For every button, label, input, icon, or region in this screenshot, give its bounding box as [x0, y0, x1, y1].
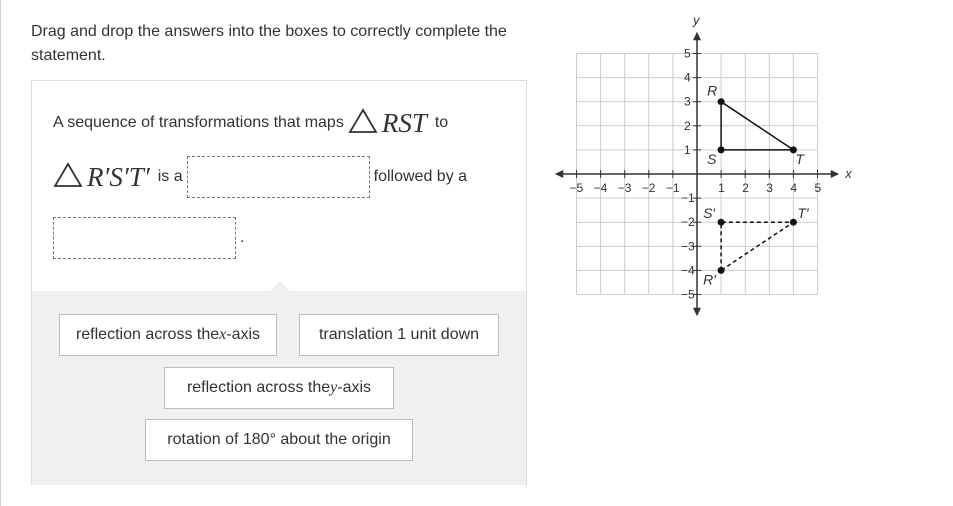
point-label-r: R	[707, 82, 718, 99]
triangle-rst-label: RST	[381, 107, 427, 138]
point-s-prime	[718, 219, 725, 226]
x-tick-label: 3	[766, 181, 773, 195]
x-axis-label: x	[845, 166, 852, 181]
x-tick-label: 4	[790, 181, 798, 195]
point-label-t: T	[795, 150, 804, 167]
left-border	[0, 0, 1, 506]
y-tick-label: −5	[681, 287, 695, 302]
statement-text-is-a: is a	[157, 168, 183, 185]
answer-tile-translation-down[interactable]: translation 1 unit down	[299, 314, 499, 356]
x-tick-label: 1	[718, 181, 725, 195]
y-axis-arrow-up	[693, 32, 701, 40]
point-label-s-prime: S′	[703, 205, 716, 222]
x-axis-arrow-left	[555, 170, 563, 178]
x-tick-label: −2	[641, 181, 656, 195]
answer-tile-reflection-x[interactable]: reflection across the x -axis	[59, 314, 277, 356]
y-tick-label: −2	[681, 215, 695, 230]
drop-box-2[interactable]	[53, 217, 236, 259]
point-label-s: S	[707, 150, 717, 167]
y-tick-label: 4	[684, 70, 691, 85]
point-label-t-prime: T′	[797, 205, 809, 222]
point-t-prime	[790, 219, 797, 226]
x-tick-label: −1	[665, 181, 680, 195]
y-tick-label: 1	[684, 142, 691, 157]
triangle-icon	[348, 108, 378, 139]
y-tick-label: −4	[681, 263, 695, 278]
drop-box-1[interactable]	[187, 156, 370, 198]
answer-tile-reflection-y[interactable]: reflection across the y -axis	[164, 367, 394, 409]
y-tick-label: 3	[684, 94, 691, 109]
statement-line-1	[53, 105, 448, 141]
y-axis-label: y	[693, 12, 700, 28]
triangle-rst-prime-label: R′S′T′	[87, 161, 150, 192]
x-tick-label: 2	[742, 181, 749, 195]
x-tick-label: −4	[593, 181, 608, 195]
point-s	[718, 146, 725, 153]
answer-tray	[32, 291, 526, 485]
x-tick-label: 5	[814, 181, 822, 195]
question-prompt: Drag and drop the answers into the boxes to correctly complete the statement.	[31, 23, 507, 64]
y-axis-arrow-down	[693, 308, 701, 316]
statement-line-2	[53, 156, 467, 198]
statement-text-1: A sequence of transformations that maps	[53, 114, 344, 131]
y-tick-label: 5	[684, 46, 691, 61]
statement-text-followed-by: followed by a	[373, 168, 468, 185]
y-tick-label: −1	[681, 191, 695, 206]
x-tick-label: −3	[617, 181, 632, 195]
statement-text-period: .	[240, 229, 245, 246]
triangle-icon	[53, 162, 83, 193]
statement-line-3	[53, 217, 244, 259]
point-label-r-prime: R′	[703, 271, 716, 288]
point-r-prime	[718, 267, 725, 274]
answer-tile-rotation-180[interactable]: rotation of 180° about the origin	[145, 419, 413, 461]
y-tick-label: −3	[681, 239, 695, 254]
y-tick-label: 2	[684, 118, 691, 133]
x-axis-arrow-right	[831, 170, 839, 178]
point-r	[718, 98, 725, 105]
statement-area	[32, 81, 526, 291]
coordinate-graph	[555, 10, 855, 320]
statement-text-to: to	[434, 114, 449, 131]
drag-drop-panel	[31, 80, 527, 485]
x-tick-label: −5	[569, 181, 584, 195]
